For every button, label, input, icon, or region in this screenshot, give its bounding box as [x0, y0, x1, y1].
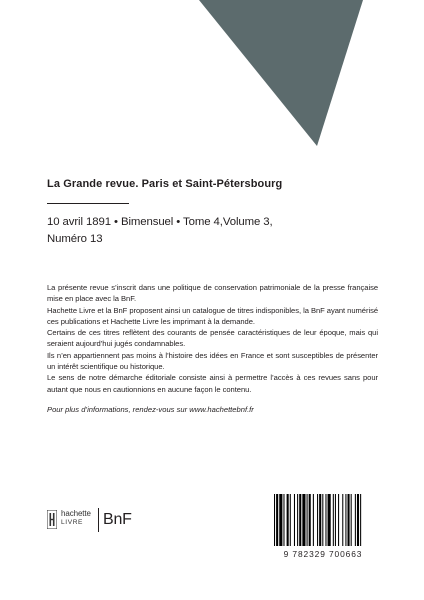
barcode-bar [302, 494, 305, 546]
hachette-livre-logo [47, 508, 99, 532]
barcode-bars [268, 492, 378, 552]
barcode-bar [319, 494, 321, 546]
barcode-bar [357, 494, 359, 546]
barcode-bar [351, 494, 352, 546]
barcode-bar [317, 494, 318, 546]
paragraph: La présente revue s’inscrit dans une politique de conservation patrimoniale de la presse française mise en place avec la BnF. [47, 283, 378, 304]
decorative-triangle [0, 0, 424, 150]
barcode-bar [348, 494, 350, 546]
more-info-text: Pour plus d’informations, rendez-vous sur www.hachettebnf.fr [47, 405, 254, 414]
barcode-bar [333, 494, 334, 546]
paragraph: Ils n’en appartiennent pas moins à l’histoire des idées en France et sont susceptibles de présenter un intérêt scientifique ou historique. [47, 350, 378, 372]
barcode-bar [360, 494, 361, 546]
barcode-bar [345, 494, 346, 546]
barcode-bar [313, 494, 314, 546]
barcode-number: 9 782329 700663 [268, 549, 378, 559]
bnf-logo: BnF [98, 508, 132, 532]
barcode-bar [328, 494, 331, 546]
paragraph: Hachette Livre et la BnF proposent ainsi un catalogue de titres indisponibles, la BnF ayant numérisé ces publications et Hachette Livre les imprimant à la demande. [47, 305, 379, 326]
title-divider [47, 203, 129, 204]
page-title: La Grande revue. Paris et Saint-Pétersbourg [47, 178, 283, 190]
paragraph: Certains de ces titres reflètent des courants de pensée caractéristiques de leur époque, mais qui seraient aujourd’hui jugés condamnables. [47, 328, 378, 349]
paragraph: Le sens de notre démarche éditoriale consiste ainsi à permettre l’accès à ces revues sans pour autant que nous en cautionnions en aucune façon le contenu. [47, 373, 378, 394]
description-text [47, 282, 378, 395]
barcode-bar [283, 494, 284, 546]
hachette-label: hachette [61, 509, 91, 518]
livre-label: LIVRE [61, 519, 84, 526]
barcode-bar [299, 494, 301, 546]
barcode-bar [309, 494, 311, 546]
barcode-bar [342, 494, 343, 546]
barcode-bar [338, 494, 339, 546]
barcode-bar [335, 494, 336, 546]
barcode-bar [355, 494, 356, 546]
barcode-bar [274, 494, 275, 546]
barcode-bar [325, 494, 326, 546]
barcode-bar [307, 494, 308, 546]
barcode-bar [287, 494, 289, 546]
barcode-bar [276, 494, 278, 546]
barcode-bar [322, 494, 323, 546]
barcode-bar [294, 494, 295, 546]
barcode-bar [279, 494, 282, 546]
barcode-bar [297, 494, 298, 546]
barcode-bar [290, 494, 291, 546]
issue-details: 10 avril 1891 • Bimensuel • Tome 4,Volume 3, Numéro 13 [47, 216, 273, 245]
hachette-mark-icon [47, 510, 57, 529]
